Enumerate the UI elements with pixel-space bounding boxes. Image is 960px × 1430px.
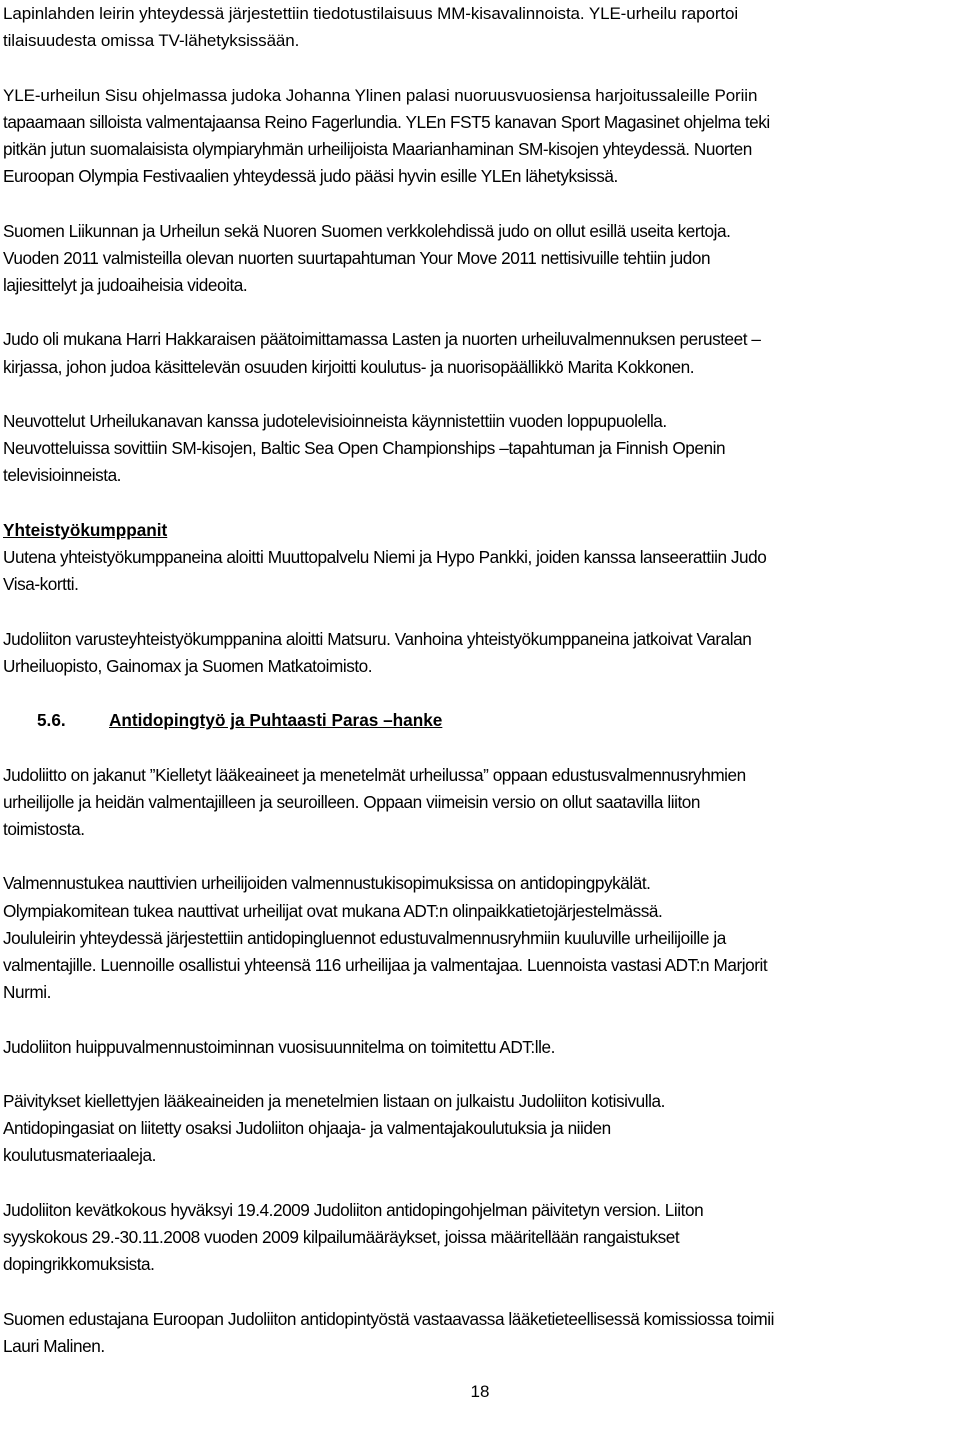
text-line: YLE-urheilun Sisu ohjelmassa judoka Johanna Ylinen palasi nuoruusvuosiensa harjoitussaleille Poriin <box>3 85 758 105</box>
partners-paragraphs <box>3 544 958 680</box>
text-line: Valmennustukea nauttivien urheilijoiden valmennustukisopimuksissa on antidopingpykälät. <box>3 873 651 894</box>
text-line: dopingrikkomuksista. <box>3 1254 155 1275</box>
text-line: Nurmi. <box>3 982 51 1003</box>
text-line: toimistosta. <box>3 818 85 839</box>
text-line: Visa-kortti. <box>3 574 79 595</box>
section-paragraphs <box>3 762 958 1360</box>
text-line: Euroopan Olympia Festivaalien yhteydessä judo pääsi hyvin esille YLEn lähetyksissä. <box>3 166 618 187</box>
paragraph <box>3 870 958 1006</box>
text-line: Olympiakomitean tukea nauttivat urheilijat ovat mukana ADT:n olinpaikkatietojärjestelmässä. <box>3 900 663 921</box>
text-line: syyskokous 29.-30.11.2008 vuoden 2009 kilpailumääräykset, joissa määritellään rangaistukset <box>3 1226 680 1247</box>
text-line: Judoliiton huippuvalmennustoiminnan vuosisuunnitelma on toimitettu ADT:lle. <box>3 1036 555 1057</box>
text-line: Judoliitto on jakanut ”Kielletyt lääkeaineet ja menetelmät urheilussa” oppaan edustusvalmennusryhmien <box>3 764 746 785</box>
text-line: Urheiluopisto, Gainomax ja Suomen Matkatoimisto. <box>3 655 373 676</box>
document-page <box>3 0 958 1387</box>
text-line: Vuoden 2011 valmisteilla olevan nuorten suurtapahtuman Your Move 2011 nettisivuille tehtiin judon <box>3 247 711 268</box>
text-line: Lapinlahden leirin yhteydessä järjestettiin tiedotustilaisuus MM-kisavalinnoista. YLE-urheilu raportoi <box>3 4 739 23</box>
paragraph <box>3 626 958 680</box>
text-line: Neuvotteluissa sovittiin SM-kisojen, Baltic Sea Open Championships –tapahtuman ja Finnish Openin <box>3 438 726 459</box>
partners-heading: Yhteistyökumppanit <box>3 519 168 540</box>
text-line: Lauri Malinen. <box>3 1335 105 1356</box>
text-line: Neuvottelut Urheilukanavan kanssa judotelevisioinneista käynnistettiin vuoden loppupuolella. <box>3 410 667 431</box>
paragraph <box>3 0 958 54</box>
paragraph <box>3 326 958 380</box>
text-line: Suomen Liikunnan ja Urheilun sekä Nuoren Suomen verkkolehdissä judo on ollut esillä useita kertoja. <box>3 220 731 241</box>
intro-paragraphs <box>3 0 958 490</box>
text-line: tilaisuudesta omissa TV-lähetyksissään. <box>3 31 300 51</box>
text-line: lajiesittelyt ja judoaiheisia videoita. <box>3 275 248 295</box>
paragraph <box>3 82 958 191</box>
paragraph <box>3 1088 958 1170</box>
text-line: valmentajille. Luennoille osallistui yhteensä 116 urheilijaa ja valmentajaa. Luennoista vastasi ADT:n Marjorit <box>3 954 768 975</box>
text-line: Päivitykset kiellettyjen lääkeaineiden ja menetelmien listaan on julkaistu Judoliiton kotisivulla. <box>3 1090 665 1111</box>
text-line: tapaamaan silloista valmentajaansa Reino Fagerlundia. YLEn FST5 kanavan Sport Magasinet ohjelma teki <box>3 111 770 132</box>
text-line: koulutusmateriaaleja. <box>3 1145 156 1166</box>
text-line: televisioinneista. <box>3 465 122 486</box>
page-number: 18 <box>470 1382 490 1401</box>
text-line: Uutena yhteistyökumppaneina aloitti Muuttopalvelu Niemi ja Hypo Pankki, joiden kanssa lanseerattiin Judo <box>3 546 767 567</box>
text-line: urheilijolle ja heidän valmentajilleen ja seuroilleen. Oppaan viimeisin versio on ollut saatavilla liiton <box>3 791 700 812</box>
text-line: Antidopingasiat on liitetty osaksi Judoliiton ohjaaja- ja valmentajakoulutuksia ja niiden <box>3 1118 611 1139</box>
text-line: Judoliiton varusteyhteistyökumppanina aloitti Matsuru. Vanhoina yhteistyökumppaneina jatkoivat Varalan <box>3 628 752 649</box>
paragraph <box>3 408 958 490</box>
text-line: Judoliiton kevätkokous hyväksyi 19.4.2009 Judoliiton antidopingohjelman päivitetyn version. Liiton <box>3 1199 704 1220</box>
section-number: 5.6. <box>37 710 66 731</box>
paragraph <box>3 218 958 300</box>
paragraph <box>3 1306 958 1360</box>
text-line: Suomen edustajana Euroopan Judoliiton antidopintyöstä vastaavassa lääketieteellisessä komissiossa toimii <box>3 1308 775 1329</box>
text-line: kirjassa, johon judoa käsittelevän osuuden kirjoitti koulutus- ja nuorisopäällikkö Marita Kokkonen. <box>3 356 695 377</box>
paragraph <box>3 1197 958 1279</box>
paragraph <box>3 544 958 598</box>
text-line: Joululeirin yhteydessä järjestettiin antidopingluennot edustuvalmennusryhmiin kuuluville urheilijoille ja <box>3 927 726 948</box>
text-line: pitkän jutun suomalaisista olympiaryhmän urheilijoista Maarianhaminan SM-kisojen yhteydessä. Nuorten <box>3 139 752 159</box>
section-title: Antidopingtyö ja Puhtaasti Paras –hanke <box>109 710 443 731</box>
text-line: Judo oli mukana Harri Hakkaraisen päätoimittamassa Lasten ja nuorten urheiluvalmennuksen perusteet – <box>3 329 761 350</box>
paragraph <box>3 762 958 844</box>
section-heading <box>3 707 958 734</box>
paragraph <box>3 1034 958 1061</box>
